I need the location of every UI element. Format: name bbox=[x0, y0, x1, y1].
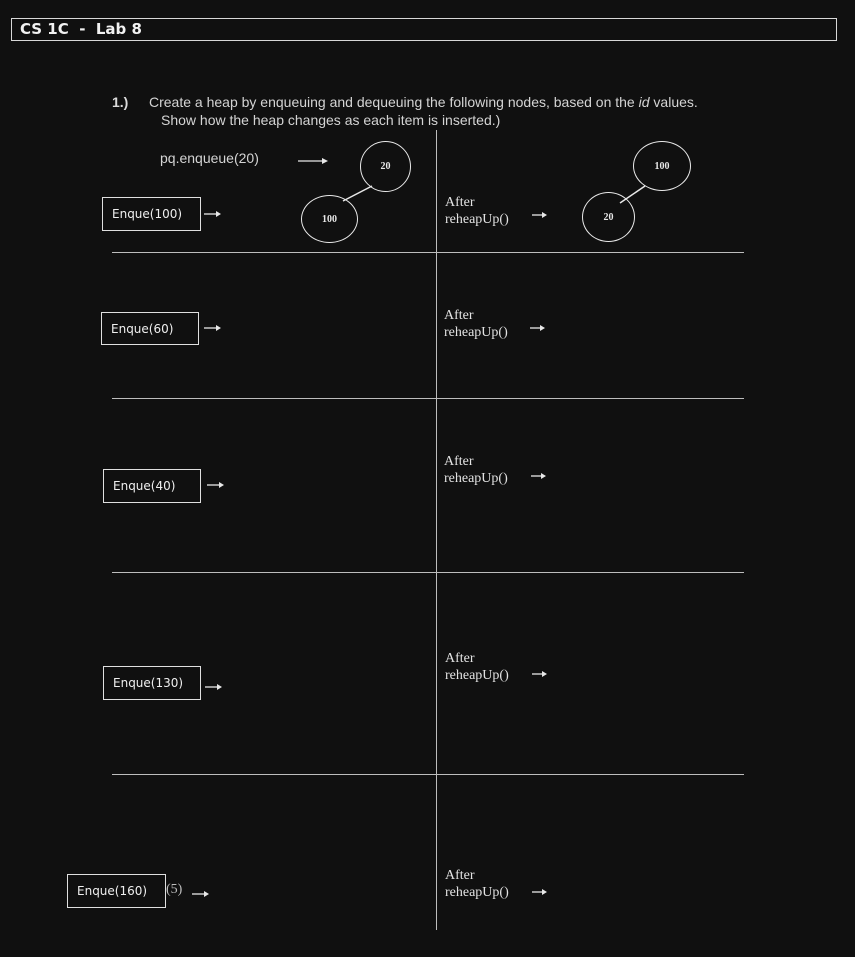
question-number: 1.) bbox=[112, 94, 129, 110]
arrow-right-icon bbox=[531, 472, 547, 480]
enqueue-step-box: Enque(160) bbox=[67, 874, 166, 908]
after-reheapup-label: After reheapUp() bbox=[445, 651, 509, 683]
arrow-right-icon bbox=[204, 210, 222, 218]
arrow-right-icon bbox=[532, 670, 548, 678]
after-reheapup-label: After reheapUp() bbox=[444, 308, 508, 340]
heap-node-root: 20 bbox=[360, 141, 411, 192]
row-divider bbox=[112, 252, 744, 253]
arrow-right-icon bbox=[204, 324, 222, 332]
arrow-right-icon bbox=[205, 683, 223, 691]
question-text-line-1: Create a heap by enqueuing and dequeuing the following nodes, based on the id values. bbox=[149, 94, 698, 110]
after-reheapup-label: After reheapUp() bbox=[445, 195, 509, 227]
after-reheapup-label: After reheapUp() bbox=[444, 454, 508, 486]
row-divider bbox=[112, 572, 744, 573]
arrow-right-icon bbox=[532, 888, 548, 896]
heap-node-child: 100 bbox=[301, 195, 358, 243]
arrow-right-icon bbox=[207, 481, 225, 489]
after-reheapup-label: After reheapUp() bbox=[445, 868, 509, 900]
arrow-right-icon bbox=[530, 324, 546, 332]
question-text-line-2: Show how the heap changes as each item is inserted.) bbox=[161, 112, 501, 128]
enqueue-step-box: Enque(130) bbox=[103, 666, 201, 700]
pq-enqueue-call: pq.enqueue(20) bbox=[160, 150, 259, 166]
row-divider bbox=[112, 774, 744, 775]
arrow-right-icon bbox=[192, 890, 210, 898]
column-divider bbox=[436, 130, 437, 930]
pq-arrow-icon bbox=[298, 158, 328, 164]
page-title: CS 1C - Lab 8 bbox=[11, 18, 837, 41]
enqueue-step-box: Enque(40) bbox=[103, 469, 201, 503]
heap-node-child: 20 bbox=[582, 192, 635, 242]
row-divider bbox=[112, 398, 744, 399]
enqueue-step-box: Enque(60) bbox=[101, 312, 199, 345]
heap-node-root: 100 bbox=[633, 141, 691, 191]
enqueue-step-box: Enque(100) bbox=[102, 197, 201, 231]
arrow-right-icon bbox=[532, 211, 548, 219]
stray-mark: (5) bbox=[166, 882, 183, 897]
